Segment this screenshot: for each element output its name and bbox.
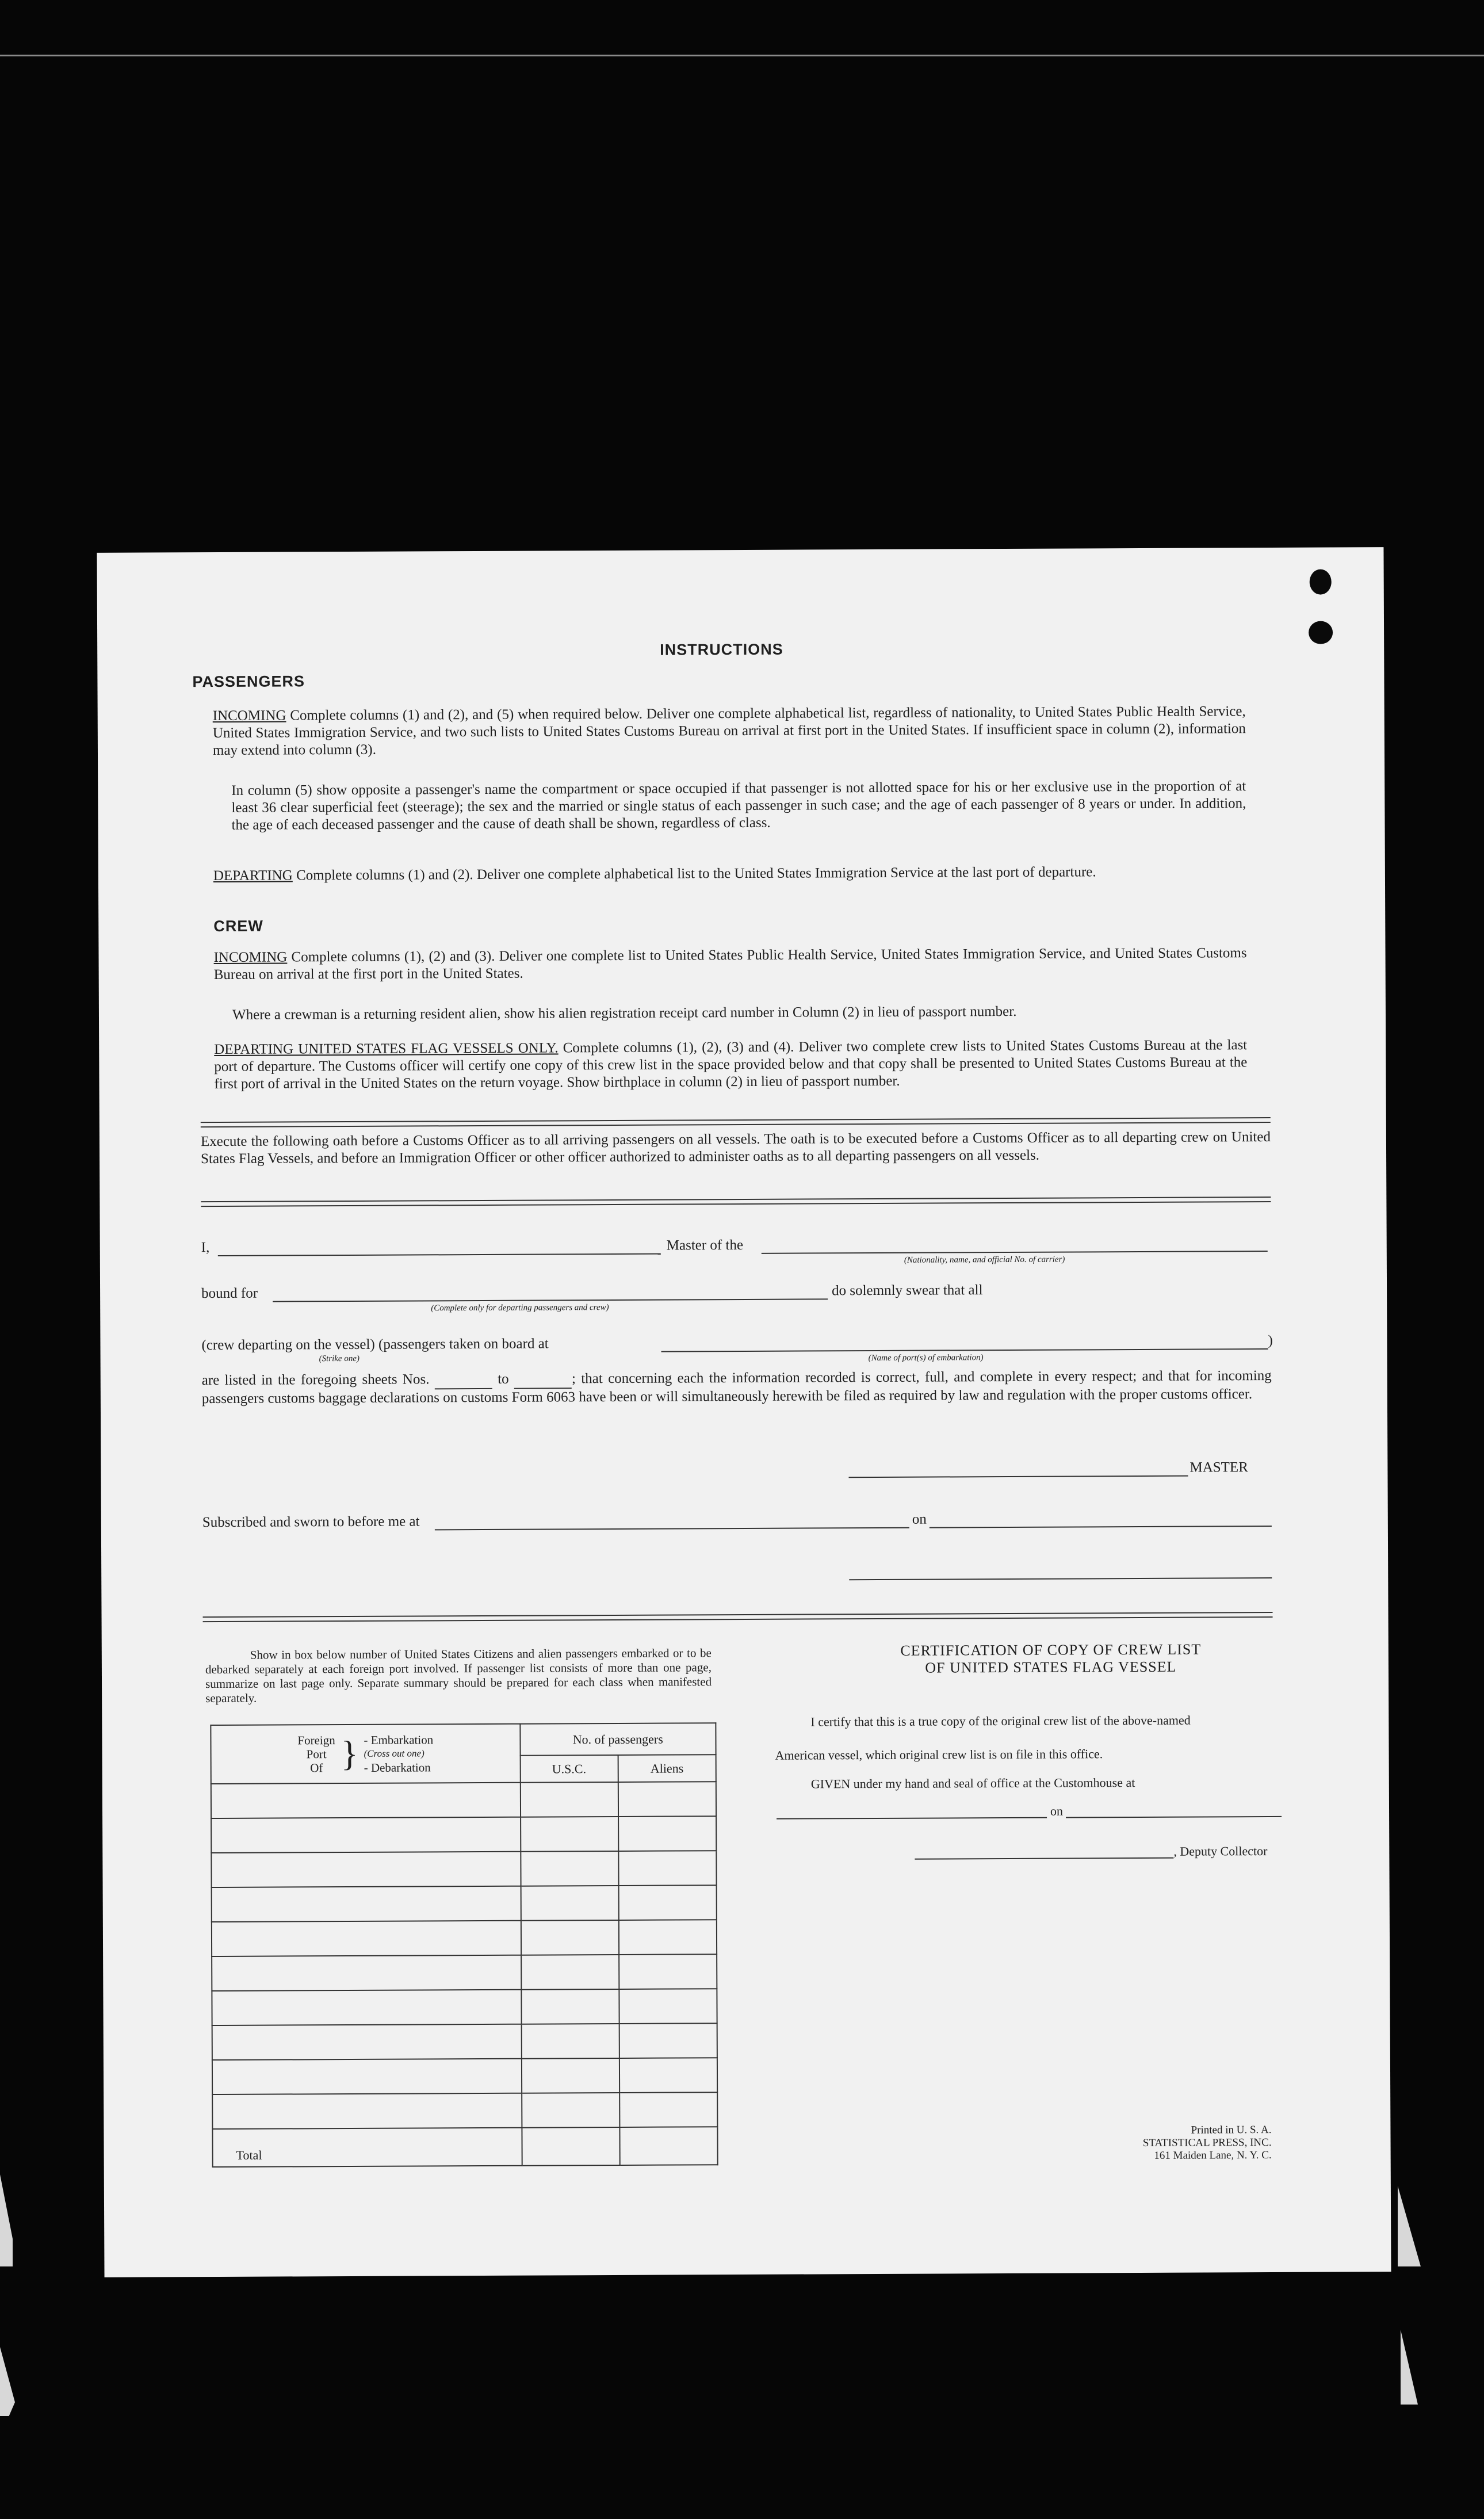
section-divider [203, 1612, 1273, 1622]
certification-line3: GIVEN under my hand and seal of office at the Customhouse at [810, 1775, 1135, 1791]
passengers-column5-paragraph: In column (5) show opposite a passenger's name the compartment or space occupied if that passenger is not allotted space for his or her exclusive use in the proportion of at least 36 clear superficial feet (steerage); the sex and the married or single status of each passenger in such case; and the age of each passenger of 8 years or under. In addition, the age of each deceased passenger and the cause of death shall be shown, regardless of class. [231, 778, 1246, 833]
punch-hole [1309, 621, 1333, 644]
bound-for-label: bound for [201, 1285, 258, 1302]
page-title: INSTRUCTIONS [660, 640, 783, 659]
certification-title [832, 1641, 1269, 1677]
header-debarkation: - Debarkation [364, 1760, 431, 1775]
passengers-heading: PASSENGERS [192, 672, 305, 691]
total-label: Total [212, 2128, 522, 2167]
strike-caption: (Strike one) [319, 1354, 360, 1364]
sheet-from-field[interactable]: ​ [435, 1371, 492, 1389]
film-edge-mark [1398, 2186, 1421, 2266]
listed-label: are listed in the foregoing sheets Nos. [201, 1371, 430, 1389]
passenger-summary-table [210, 1722, 718, 2168]
certification-title-line2: OF UNITED STATES FLAG VESSEL [925, 1658, 1177, 1676]
listed-rest: ; that concerning each the information recorded is correct, full, and complete in every respect; and that for incoming passengers customs baggage declarations on customs Form 6063 have been or will simultaneously herewith be filed as required by law and regulation with the proper customs officer. [201, 1367, 1272, 1407]
crew-incoming-lead: INCOMING [213, 949, 288, 966]
deputy-signature-field[interactable] [915, 1857, 1173, 1860]
form-page [97, 547, 1391, 2277]
crew-resident-paragraph: Where a crewman is a returning resident alien, show his alien registration receipt card number in Column (2) in lieu of passport number. [232, 1003, 1017, 1023]
passengers-incoming-text: Complete columns (1) and (2), and (5) when required below. Deliver one complete alphabetical list, regardless of nationality, to United States Public Health Service, United States Immigration Service, and two such lists to United States Customs Bureau on arrival at first port in the United States. If insufficient space in column (2), information may extend into column (3). [212, 704, 1246, 759]
passengers-departing-paragraph [213, 863, 1246, 885]
printer-line1: Printed in U. S. A. [1191, 2124, 1272, 2136]
header-port: Port [306, 1747, 327, 1761]
crew-departing-text: Complete columns (1), (2), (3) and (4). Deliver two complete crew lists to United States Customs Bureau at the last port of departure. The Customs officer will certify one copy of this crew list in the space provided below and that copy shall be presented to United States Customs Bureau at the first port of arrival in the United States on the return voyage. Show birthplace in column (2) in lieu of passport number. [214, 1037, 1248, 1092]
header-aliens: Aliens [618, 1754, 716, 1782]
header-usc: U.S.C. [520, 1755, 618, 1783]
customhouse-field[interactable] [777, 1817, 1047, 1820]
crew-departing-lead: DEPARTING UNITED STATES FLAG VESSELS ONLY. [214, 1040, 559, 1058]
subscribed-date-field[interactable] [930, 1526, 1272, 1528]
header-foreign: Foreign [297, 1733, 335, 1748]
port-header [211, 1724, 520, 1784]
header-embarkation: - Embarkation [364, 1733, 434, 1747]
certification-on-label: on [1050, 1803, 1064, 1818]
film-edge-mark [1401, 2330, 1418, 2405]
header-cross-out: (Cross out one) [364, 1748, 424, 1759]
printer-line3: 161 Maiden Lane, N. Y. C. [1154, 2149, 1272, 2162]
punch-hole [1310, 569, 1332, 595]
header-of: Of [310, 1761, 323, 1775]
passengers-incoming-paragraph [213, 703, 1246, 759]
subscribed-label: Subscribed and sworn to before me at [202, 1513, 420, 1531]
header-no-passengers: No. of passengers [520, 1723, 716, 1756]
listed-paragraph [202, 1367, 1272, 1408]
ports-field[interactable] [661, 1348, 1268, 1352]
master-label: MASTER [1190, 1459, 1248, 1476]
brace-icon: } [341, 1734, 358, 1774]
certification-line2: American vessel, which original crew list is on file in this office. [775, 1746, 1103, 1763]
section-divider [201, 1117, 1271, 1127]
subscribed-place-field[interactable] [435, 1527, 909, 1531]
crew-incoming-paragraph [213, 945, 1246, 984]
oath-instruction: Execute the following oath before a Customs Officer as to all arriving passengers on all vessels. The oath is to be executed before a Customs Officer as to all departing crew on United States Flag Vessels, and before an Immigration Officer or other officer authorized to administer oaths as to all departing passengers on all vessels. [200, 1129, 1271, 1167]
officer-signature-field[interactable] [849, 1577, 1272, 1580]
oath-i-label: I, [201, 1240, 210, 1256]
subscribed-on-label: on [912, 1511, 927, 1527]
table-row [211, 1851, 716, 1887]
carrier-caption: (Nationality, name, and official No. of carrier) [904, 1255, 1065, 1265]
passengers-departing-text: Complete columns (1) and (2). Deliver one complete alphabetical list to the United States Immigration Service at the last port of departure. [296, 864, 1096, 884]
bound-for-field[interactable] [273, 1298, 828, 1302]
passengers-departing-lead: DEPARTING [213, 867, 293, 884]
printer-line2: STATISTICAL PRESS, INC. [1142, 2136, 1272, 2149]
certification-date-field[interactable] [1066, 1816, 1282, 1818]
table-row [212, 1920, 717, 1956]
master-name-field[interactable] [218, 1253, 661, 1256]
ports-caption: (Name of port(s) of embarkation) [868, 1353, 984, 1363]
table-row [211, 1816, 716, 1853]
crew-departing-label: (crew departing on the vessel) (passengers taken on board at [201, 1336, 549, 1354]
table-row [212, 2058, 717, 2094]
certification-title-line1: CERTIFICATION OF COPY OF CREW LIST [900, 1641, 1202, 1659]
film-frame-line [0, 55, 1484, 56]
table-row [212, 1989, 717, 2025]
close-paren: ) [1268, 1332, 1273, 1349]
table-row [211, 1782, 716, 1818]
summary-instruction: Show in box below number of United States Citizens and alien passengers embarked or to be debarked separately at each foreign port involved. If passenger list consists of more than one page, summarize on last page only. Separate summary should be prepared for each class when manifested separately. [205, 1646, 712, 1706]
carrier-field[interactable] [762, 1251, 1268, 1254]
to-label: to [498, 1371, 509, 1387]
swear-label: do solemnly swear that all [832, 1282, 983, 1299]
film-edge-mark [0, 2347, 15, 2416]
table-row [212, 1954, 717, 1991]
passengers-incoming-lead: INCOMING [212, 708, 286, 724]
certification-line1: I certify that this is a true copy of the original crew list of the above-named [810, 1713, 1191, 1729]
crew-incoming-text: Complete columns (1), (2) and (3). Deliver one complete list to United States Public Health Service, United States Immigration Service, and United States Customs Bureau on arrival at the first port in the United States. [213, 945, 1247, 983]
bound-for-caption: (Complete only for departing passengers and crew) [431, 1303, 609, 1313]
crew-departing-paragraph [214, 1037, 1247, 1093]
deputy-collector-label: , Deputy Collector [1173, 1844, 1268, 1859]
crew-heading: CREW [213, 917, 263, 935]
table-row [212, 1885, 717, 1922]
film-edge-mark [0, 2174, 13, 2266]
sheet-to-field[interactable]: ​ [514, 1370, 572, 1389]
printer-imprint [1087, 2124, 1271, 2162]
section-divider [201, 1197, 1271, 1207]
master-of-label: Master of the [666, 1237, 744, 1253]
table-row [212, 2092, 717, 2129]
master-signature-field[interactable] [848, 1476, 1188, 1478]
table-row [212, 2023, 717, 2060]
total-row [212, 2127, 717, 2167]
